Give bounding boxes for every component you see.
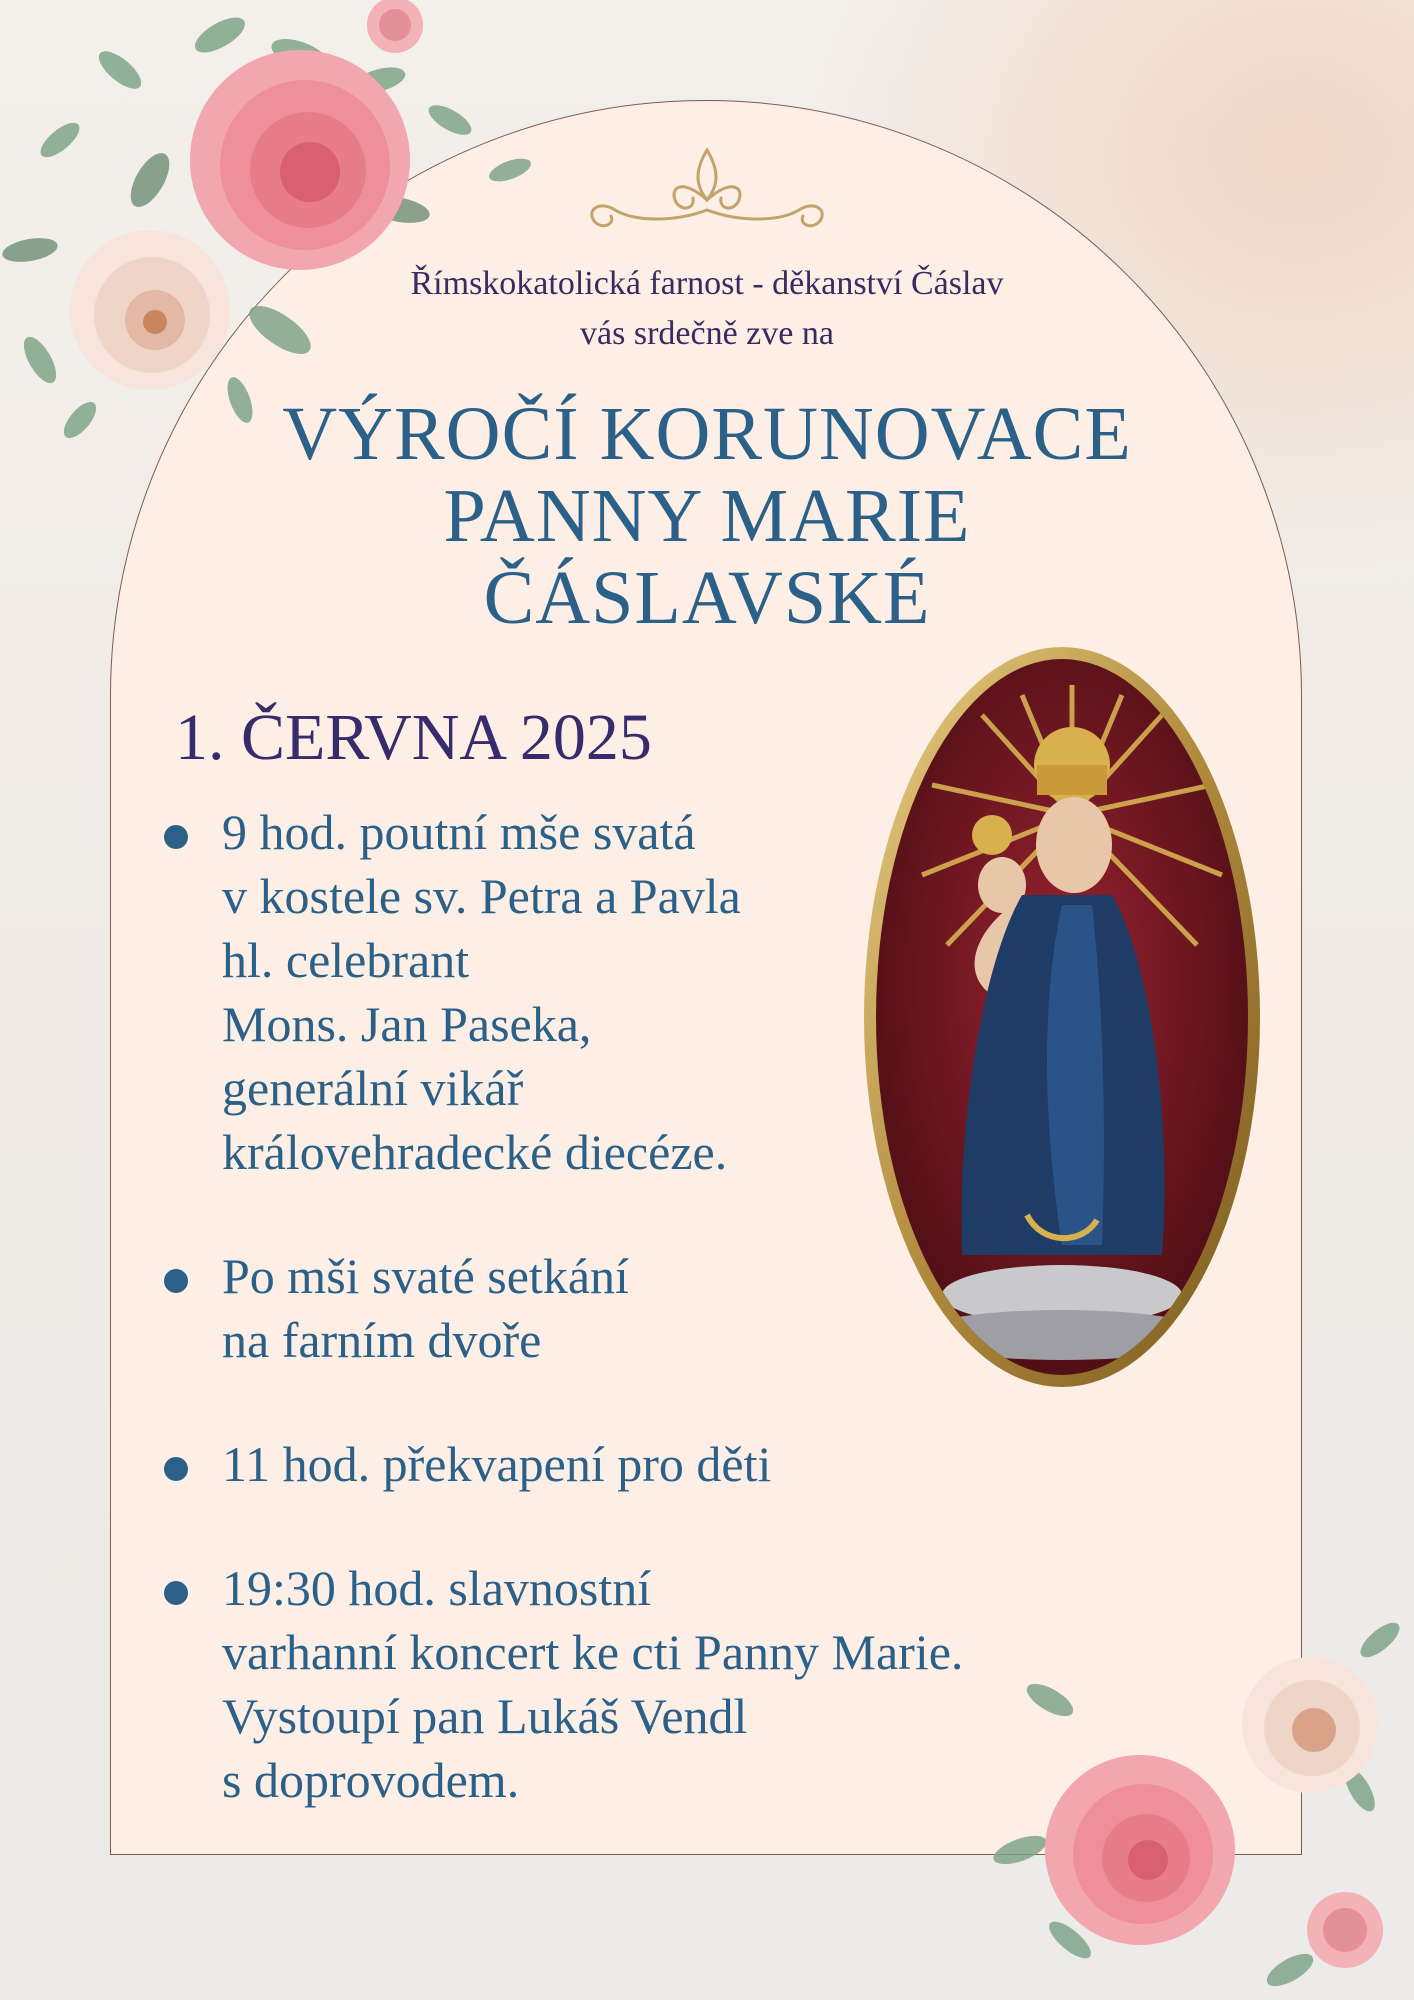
program-line: varhanní koncert ke cti Panny Marie.: [222, 1624, 964, 1680]
program-line: Mons. Jan Paseka,: [222, 996, 592, 1052]
flourish-ornament-icon: [575, 140, 840, 235]
program-line: 19:30 hod. slavnostní: [222, 1560, 652, 1616]
program-line: hl. celebrant: [222, 932, 470, 988]
program-line: královehradecké diecéze.: [222, 1124, 728, 1180]
event-title-line-3: ČÁSLAVSKÉ: [483, 556, 931, 640]
program-line: 11 hod. překvapení pro děti: [222, 1436, 772, 1492]
bullet-dot-icon: [164, 1581, 188, 1605]
program-line: v kostele sv. Petra a Pavla: [222, 868, 741, 924]
bullet-dot-icon: [164, 1457, 188, 1481]
event-date: 1. ČERVNA 2025: [175, 701, 652, 774]
madonna-statue-image: [862, 645, 1262, 1390]
program-line: Vystoupí pan Lukáš Vendl: [222, 1688, 748, 1744]
event-title-line-2: PANNY MARIE: [443, 474, 971, 558]
parish-name: Římskokatolická farnost - děkanství Čáslav: [410, 265, 1004, 302]
event-title-line-1: VÝROČÍ KORUNOVACE: [282, 392, 1132, 476]
program-line: 9 hod. poutní mše svatá: [222, 804, 696, 860]
program-line: generální vikář: [222, 1060, 524, 1116]
program-line: na farním dvoře: [222, 1312, 542, 1368]
invitation-text: vás srdečně zve na: [580, 315, 834, 352]
program-item: [160, 1432, 1120, 1496]
program-line: s doprovodem.: [222, 1752, 520, 1808]
rose-bouquet-bottom-right-icon: [990, 1610, 1414, 2000]
program-item: [160, 1556, 1120, 1812]
bullet-dot-icon: [164, 825, 188, 849]
program-line: Po mši svaté setkání: [222, 1248, 629, 1304]
bullet-dot-icon: [164, 1269, 188, 1293]
